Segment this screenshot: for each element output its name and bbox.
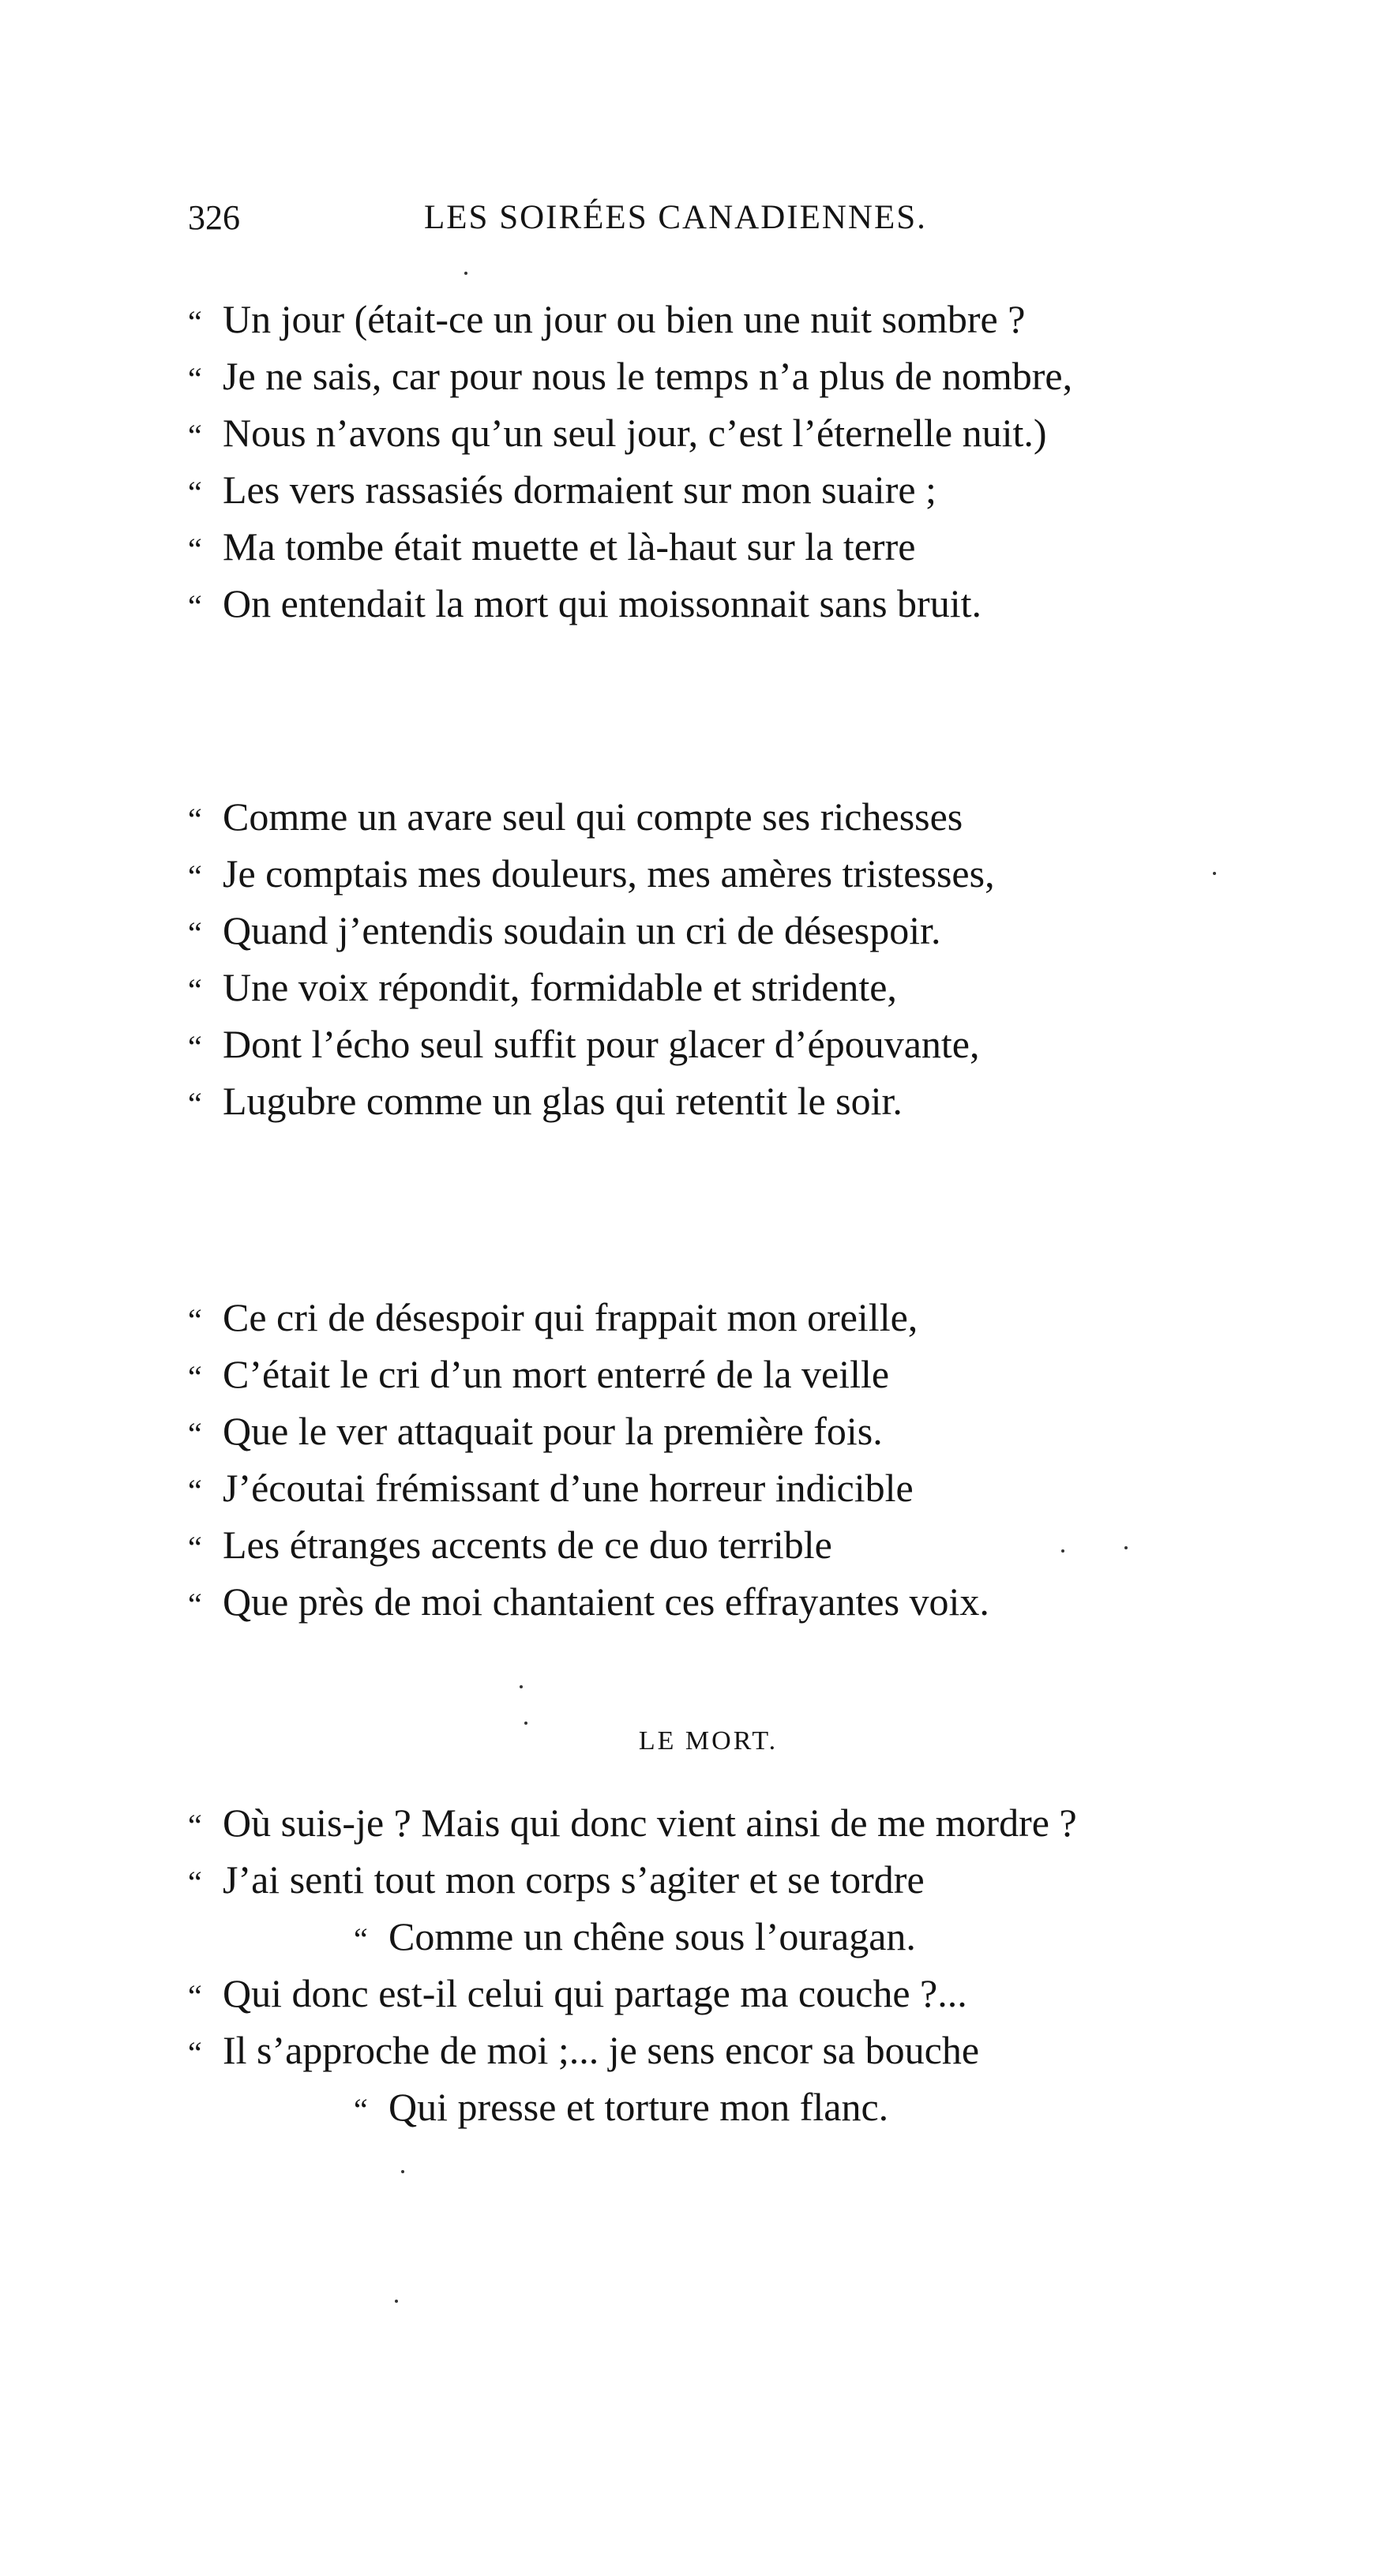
verse-text: Je ne sais, car pour nous le temps n’a plus de nombre,	[223, 354, 1073, 398]
verse-line	[188, 575, 1214, 632]
verse-line	[188, 788, 1214, 845]
open-quote: “	[354, 1921, 368, 1957]
verse-line	[188, 1403, 1214, 1459]
open-quote: “	[188, 1473, 202, 1508]
verse-text: Les vers rassasiés dormaient sur mon suaire ;	[223, 468, 936, 512]
verse-text: Un jour (était-ce un jour ou bien une nuit sombre ?	[223, 297, 1026, 341]
open-quote: “	[188, 1978, 202, 2014]
verse-text: Que près de moi chantaient ces effrayantes voix.	[223, 1579, 989, 1624]
open-quote: “	[188, 588, 202, 624]
verse-line	[188, 1072, 1214, 1129]
verse-text: Ma tombe était muette et là-haut sur la terre	[223, 524, 916, 569]
open-quote: “	[188, 1864, 202, 1900]
verse-line	[188, 1346, 1214, 1403]
print-speck	[395, 2300, 398, 2303]
verse-text: J’écoutai frémissant d’une horreur indicible	[223, 1466, 914, 1510]
open-quote: “	[188, 531, 202, 567]
print-speck	[1124, 1546, 1128, 1549]
speaker-heading: LE MORT.	[638, 1726, 779, 1756]
print-speck	[520, 1685, 523, 1688]
verse-line	[188, 959, 1214, 1016]
verse-line	[188, 1289, 1214, 1346]
verse-line-indented	[188, 1908, 1214, 1965]
verse-text: J’ai senti tout mon corps s’agiter et se tordre	[223, 1857, 925, 1902]
verse-line	[188, 461, 1214, 518]
verse-text: Où suis-je ? Mais qui donc vient ainsi de me mordre ?	[223, 1801, 1077, 1845]
verse-line	[188, 1794, 1214, 1851]
verse-text: Nous n’avons qu’un seul jour, c’est l’éternelle nuit.)	[223, 411, 1047, 455]
verse-line	[188, 1516, 1214, 1573]
open-quote: “	[188, 1587, 202, 1622]
open-quote: “	[188, 475, 202, 510]
print-speck	[464, 272, 467, 275]
verse-text: On entendait la mort qui moissonnait sans bruit.	[223, 581, 982, 625]
verse-line	[188, 518, 1214, 575]
verse-line	[188, 1851, 1214, 1908]
open-quote: “	[188, 915, 202, 951]
verse-text: Quand j’entendis soudain un cri de désespoir.	[223, 908, 941, 952]
open-quote: “	[188, 1359, 202, 1395]
verse-text: C’était le cri d’un mort enterré de la veille	[223, 1352, 890, 1396]
verse-line	[188, 1573, 1214, 1630]
verse-text: Ce cri de désespoir qui frappait mon oreille,	[223, 1295, 918, 1339]
verse-text: Lugubre comme un glas qui retentit le soir.	[223, 1079, 903, 1123]
print-speck	[524, 1722, 527, 1725]
verse-text: Une voix répondit, formidable et stridente,	[223, 965, 897, 1009]
stanza-2	[188, 788, 1214, 1129]
open-quote: “	[188, 361, 202, 396]
verse-line	[188, 1965, 1214, 2022]
open-quote: “	[188, 972, 202, 1008]
stanza-3	[188, 1289, 1214, 1630]
stanza-4	[188, 1794, 1214, 2135]
verse-line	[188, 1016, 1214, 1072]
verse-line	[188, 1459, 1214, 1516]
open-quote: “	[188, 2035, 202, 2071]
open-quote: “	[188, 418, 202, 453]
open-quote: “	[188, 1530, 202, 1565]
open-quote: “	[188, 1029, 202, 1065]
open-quote: “	[188, 1086, 202, 1121]
verse-line	[188, 404, 1214, 461]
page-number: 326	[188, 198, 240, 237]
verse-line	[188, 347, 1214, 404]
verse-text: Qui presse et torture mon flanc.	[388, 2085, 889, 2129]
open-quote: “	[188, 802, 202, 837]
print-speck	[1213, 872, 1216, 875]
open-quote: “	[188, 304, 202, 340]
verse-text: Je comptais mes douleurs, mes amères tristesses,	[223, 851, 995, 896]
open-quote: “	[188, 1302, 202, 1338]
verse-text: Comme un chêne sous l’ouragan.	[388, 1914, 916, 1958]
open-quote: “	[188, 1416, 202, 1451]
verse-text: Qui donc est-il celui qui partage ma couche ?...	[223, 1971, 967, 2015]
verse-line-indented	[188, 2078, 1214, 2135]
verse-text: Il s’approche de moi ;... je sens encor sa bouche	[223, 2028, 980, 2072]
verse-text: Les étranges accents de ce duo terrible	[223, 1523, 832, 1567]
open-quote: “	[354, 2092, 368, 2127]
print-speck	[401, 2170, 404, 2173]
running-title: LES SOIRÉES CANADIENNES.	[424, 199, 927, 236]
verse-line	[188, 2022, 1214, 2078]
verse-text: Comme un avare seul qui compte ses richesses	[223, 794, 963, 839]
open-quote: “	[188, 858, 202, 894]
verse-line	[188, 902, 1214, 959]
open-quote: “	[188, 1808, 202, 1843]
stanza-1	[188, 291, 1214, 632]
verse-text: Que le ver attaquait pour la première fois.	[223, 1409, 883, 1453]
verse-line	[188, 291, 1214, 347]
verse-line	[188, 845, 1214, 902]
verse-text: Dont l’écho seul suffit pour glacer d’épouvante,	[223, 1022, 980, 1066]
print-speck	[1061, 1549, 1064, 1553]
